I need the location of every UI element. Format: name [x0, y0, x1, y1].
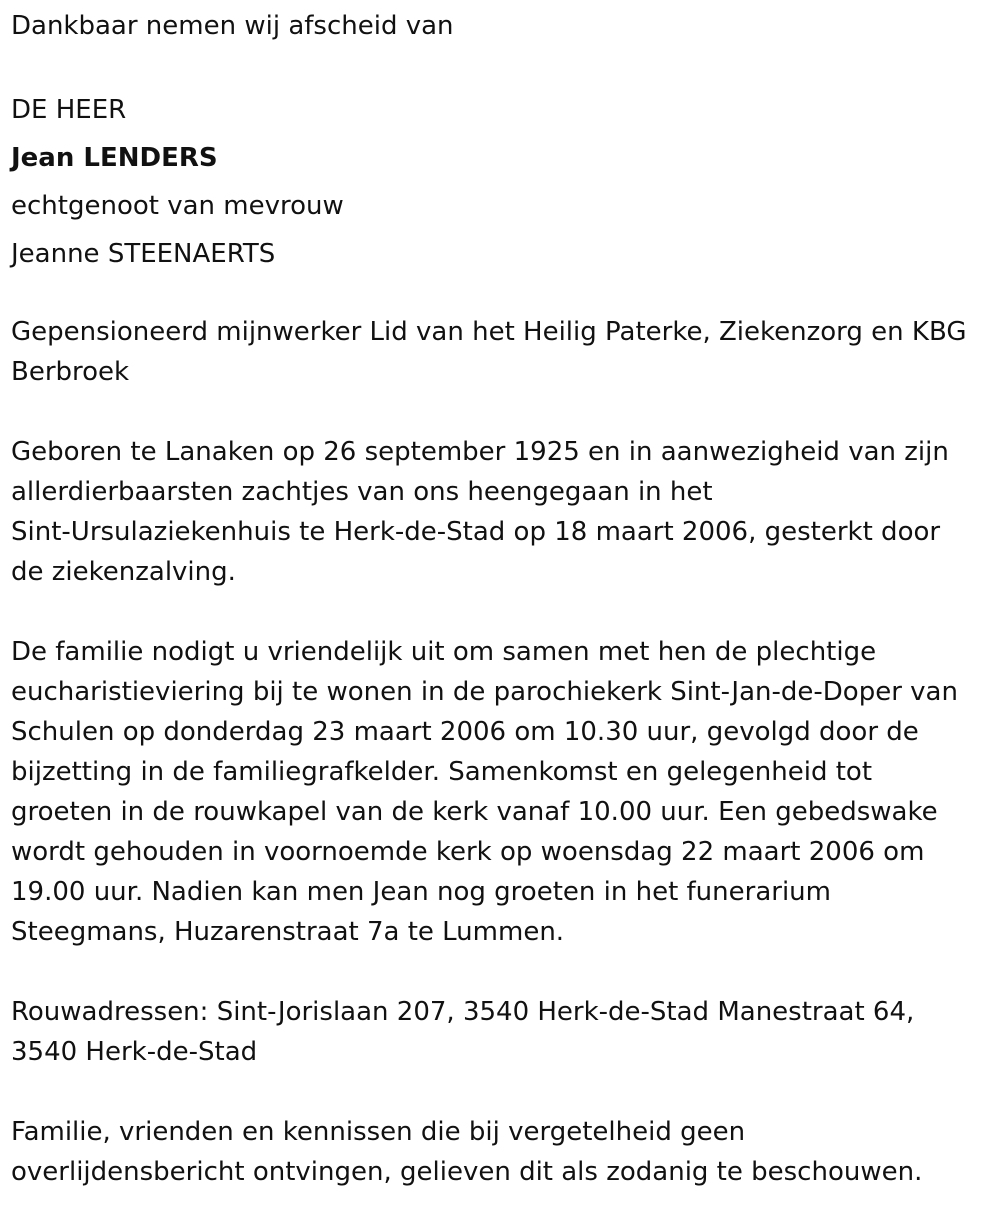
- paragraph-line: Gepensioneerd mijnwerker Lid van het Heilig Paterke, Ziekenzorg en KBG: [11, 317, 967, 347]
- paragraph-line: Berbroek: [11, 357, 130, 387]
- paragraph-line: De familie nodigt u vriendelijk uit om samen met hen de plechtige: [11, 637, 877, 667]
- paragraph-line: Familie, vrienden en kennissen die bij vergetelheid geen: [11, 1117, 746, 1147]
- paragraph-line: 19.00 uur. Nadien kan men Jean nog groeten in het funerarium: [11, 877, 831, 907]
- paragraph-line: Steegmans, Huzarenstraat 7a te Lummen.: [11, 917, 565, 947]
- deceased-name: Jean LENDERS: [11, 143, 218, 173]
- spouse-intro: echtgenoot van mevrouw: [11, 191, 344, 221]
- paragraph-line: allerdierbaarsten zachtjes van ons heengegaan in het: [11, 477, 713, 507]
- paragraph-line: de ziekenzalving.: [11, 557, 236, 587]
- paragraph-line: Sint-Ursulaziekenhuis te Herk-de-Stad op 18 maart 2006, gesterkt door: [11, 517, 941, 547]
- paragraph-line: wordt gehouden in voornoemde kerk op woensdag 22 maart 2006 om: [11, 837, 925, 867]
- paragraph-line: groeten in de rouwkapel van de kerk vanaf 10.00 uur. Een gebedswake: [11, 797, 938, 827]
- birth-death-paragraph: [11, 432, 986, 592]
- name-block: [11, 86, 986, 278]
- addresses-paragraph: [11, 992, 986, 1072]
- paragraph-line: eucharistieviering bij te wonen in de parochiekerk Sint-Jan-de-Doper van: [11, 677, 958, 707]
- title-text: DE HEER: [11, 95, 127, 125]
- paragraph-line: Geboren te Lanaken op 26 september 1925 en in aanwezigheid van zijn: [11, 437, 949, 467]
- invitation-paragraph: [11, 632, 986, 952]
- intro-text: Dankbaar nemen wij afscheid van: [11, 11, 454, 41]
- occupation-paragraph: [11, 312, 986, 392]
- paragraph-line: overlijdensbericht ontvingen, gelieven dit als zodanig te beschouwen.: [11, 1157, 923, 1187]
- closing-paragraph: [11, 1112, 986, 1192]
- obituary-notice: [11, 6, 986, 1232]
- spouse-name: Jeanne STEENAERTS: [11, 239, 276, 269]
- intro-paragraph: [11, 6, 986, 46]
- paragraph-line: Rouwadressen: Sint-Jorislaan 207, 3540 Herk-de-Stad Manestraat 64,: [11, 997, 915, 1027]
- paragraph-line: Schulen op donderdag 23 maart 2006 om 10.30 uur, gevolgd door de: [11, 717, 919, 747]
- paragraph-line: 3540 Herk-de-Stad: [11, 1037, 258, 1067]
- paragraph-line: bijzetting in de familiegrafkelder. Samenkomst en gelegenheid tot: [11, 757, 873, 787]
